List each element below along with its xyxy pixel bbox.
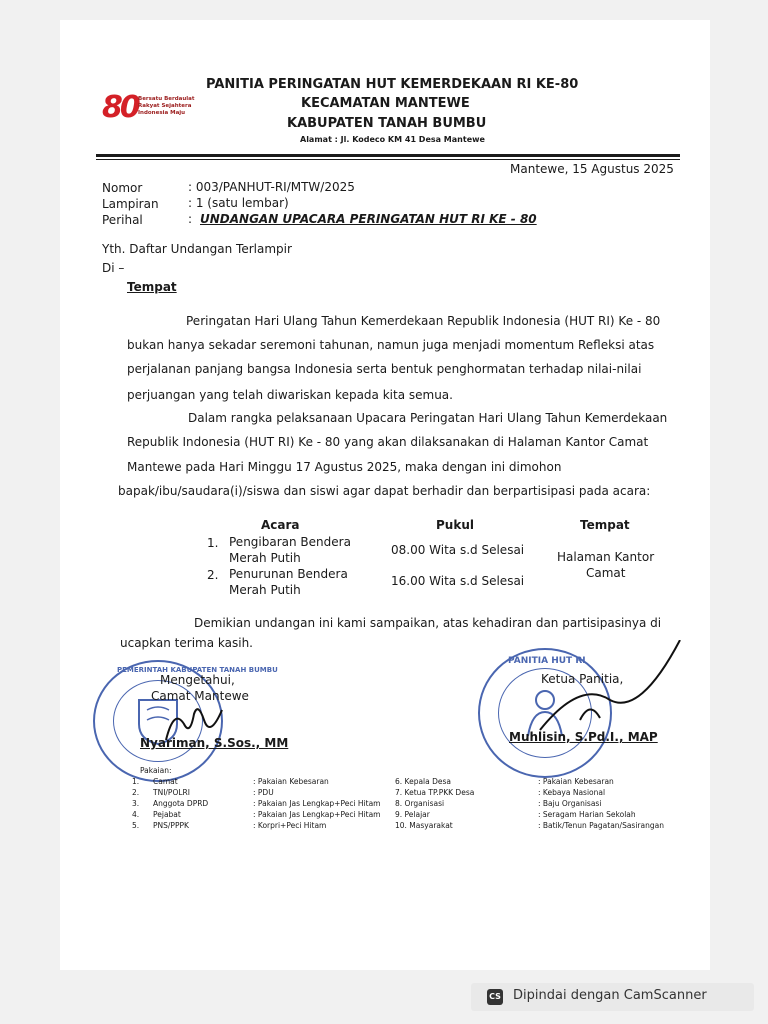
paragraph-3-line-2: ucapkan terima kasih. (120, 636, 253, 650)
paragraph-2-line-4: bapak/ibu/saudara(i)/siswa dan siswi agar dapat berhadir dan berpartisipasi pada acara: (118, 484, 651, 498)
schedule-row-1-no: 1. (207, 536, 219, 550)
schedule-row-2-pukul: 16.00 Wita s.d Selesai (391, 574, 525, 588)
pakaian-left-what-2: : PDU (253, 788, 274, 797)
pakaian-right-what-6: : Pakaian Kebesaran (538, 777, 614, 786)
schedule-header-tempat: Tempat (580, 518, 630, 532)
perihal-value: UNDANGAN UPACARA PERINGATAN HUT RI KE - 80 (200, 212, 537, 226)
schedule-row-1-pukul: 08.00 Wita s.d Selesai (391, 543, 525, 557)
signature-right-title: Ketua Panitia, (541, 672, 624, 686)
pakaian-left-who-3: Anggota DPRD (153, 799, 209, 808)
pakaian-right-what-7: : Kebaya Nasional (538, 788, 606, 797)
pakaian-right-who-10: 10. Masyarakat (395, 821, 453, 830)
schedule-row-2-acara-cont: Merah Putih (229, 583, 301, 597)
recipient-tempat: Tempat (127, 280, 177, 294)
schedule-row-1-acara: Pengibaran Bendera (229, 535, 351, 549)
pakaian-right-what-8: : Baju Organisasi (538, 799, 602, 808)
schedule-tempat-line-1: Halaman Kantor (557, 550, 655, 564)
signature-right-name: Muhlisin, S.Pd.I., MAP (509, 730, 658, 744)
logo-tagline: Bersatu Berdaulat Rakyat Sejahtera Indonesia Maju (138, 96, 195, 116)
signature-left-title-2: Camat Mantewe (151, 689, 249, 703)
schedule-row-2-acara: Penurunan Bendera (229, 567, 348, 581)
paragraph-1-line-3: perjalanan panjang bangsa Indonesia serta bentuk penghormatan terhadap nilai-nilai (127, 362, 642, 376)
header-divider-thick (96, 154, 680, 157)
pakaian-left-no-1: 1. (132, 777, 140, 786)
pakaian-left-who-1: Camat (153, 777, 178, 786)
schedule-tempat-line-2: Camat (586, 566, 626, 580)
paragraph-1-line-1: Peringatan Hari Ulang Tahun Kemerdekaan Republik Indonesia (HUT RI) Ke - 80 (186, 314, 661, 328)
schedule-header-pukul: Pukul (436, 518, 474, 532)
paragraph-2-line-2: Republik Indonesia (HUT RI) Ke - 80 yang akan dilaksanakan di Halaman Kantor Camat (127, 435, 649, 449)
stamp-text: PANITIA HUT RI (508, 656, 586, 666)
signature-right-scribble-icon (520, 640, 690, 740)
lampiran-label: Lampiran (102, 197, 159, 211)
pakaian-left-who-5: PNS/PPPK (153, 821, 189, 830)
pakaian-right-who-9: 9. Pelajar (395, 810, 430, 819)
pakaian-right-what-10: : Batik/Tenun Pagatan/Sasirangan (538, 821, 664, 830)
pakaian-title: Pakaian: (140, 766, 172, 775)
letterhead-kabupaten: KABUPATEN TANAH BUMBU (287, 116, 487, 131)
pakaian-right-who-7: 7. Ketua TP.PKK Desa (395, 788, 475, 797)
pakaian-right-who-6: 6. Kepala Desa (395, 777, 452, 786)
schedule-row-2-no: 2. (207, 568, 219, 582)
nomor-value: : 003/PANHUT-RI/MTW/2025 (188, 180, 355, 194)
pakaian-left-who-4: Pejabat (153, 810, 181, 819)
letterhead-title: PANITIA PERINGATAN HUT KEMERDEKAAN RI KE-80 (206, 77, 579, 92)
schedule-header-acara: Acara (261, 518, 300, 532)
hut-80-logo (102, 90, 202, 126)
letter-date: Mantewe, 15 Agustus 2025 (510, 162, 674, 176)
pakaian-right-who-8: 8. Organisasi (395, 799, 445, 808)
recipient-line: Yth. Daftar Undangan Terlampir (102, 242, 292, 256)
paragraph-2-line-3: Mantewe pada Hari Minggu 17 Agustus 2025, maka dengan ini dimohon (127, 460, 562, 474)
pakaian-right-what-9: : Seragam Harian Sekolah (538, 810, 636, 819)
logo-number: 80 (102, 90, 138, 125)
paragraph-1-line-2: bukan hanya sekadar seremoni tahunan, namun juga menjadi momentum Refleksi atas (127, 338, 655, 352)
pakaian-left-no-4: 4. (132, 810, 140, 819)
pakaian-left-no-5: 5. (132, 821, 140, 830)
pakaian-left-what-4: : Pakaian Jas Lengkap+Peci Hitam (253, 810, 381, 819)
pakaian-left-what-5: : Korpri+Peci Hitam (253, 821, 327, 830)
pakaian-left-who-2: TNI/POLRI (153, 788, 190, 797)
signature-left-title-1: Mengetahui, (160, 673, 235, 687)
header-divider-thin (96, 159, 680, 160)
schedule-row-1-acara-cont: Merah Putih (229, 551, 301, 565)
pakaian-left-what-3: : Pakaian Jas Lengkap+Peci Hitam (253, 799, 381, 808)
paragraph-1-line-4: perjuangan yang telah diwariskan kepada kita semua. (127, 388, 453, 402)
nomor-label: Nomor (102, 181, 143, 195)
pakaian-left-no-2: 2. (132, 788, 140, 797)
perihal-label: Perihal (102, 213, 143, 227)
camscanner-text: Dipindai dengan CamScanner (513, 988, 707, 1003)
letterhead-address: Alamat : Jl. Kodeco KM 41 Desa Mantewe (300, 135, 485, 144)
camscanner-icon: CS (487, 989, 503, 1005)
pakaian-left-no-3: 3. (132, 799, 140, 808)
signature-left-name: Nyariman, S.Sos., MM (140, 736, 289, 750)
camscanner-watermark (471, 983, 754, 1011)
perihal-colon: : (188, 212, 193, 226)
recipient-di: Di – (102, 261, 125, 275)
letterhead-kecamatan: KECAMATAN MANTEWE (301, 96, 470, 111)
paragraph-2-line-1: Dalam rangka pelaksanaan Upacara Peringatan Hari Ulang Tahun Kemerdekaan (188, 411, 668, 425)
paragraph-3-line-1: Demikian undangan ini kami sampaikan, atas kehadiran dan partisipasinya di (194, 616, 662, 630)
pakaian-left-what-1: : Pakaian Kebesaran (253, 777, 329, 786)
lampiran-value: : 1 (satu lembar) (188, 196, 289, 210)
stamp-text: PEMERINTAH KABUPATEN TANAH BUMBU (117, 666, 278, 674)
